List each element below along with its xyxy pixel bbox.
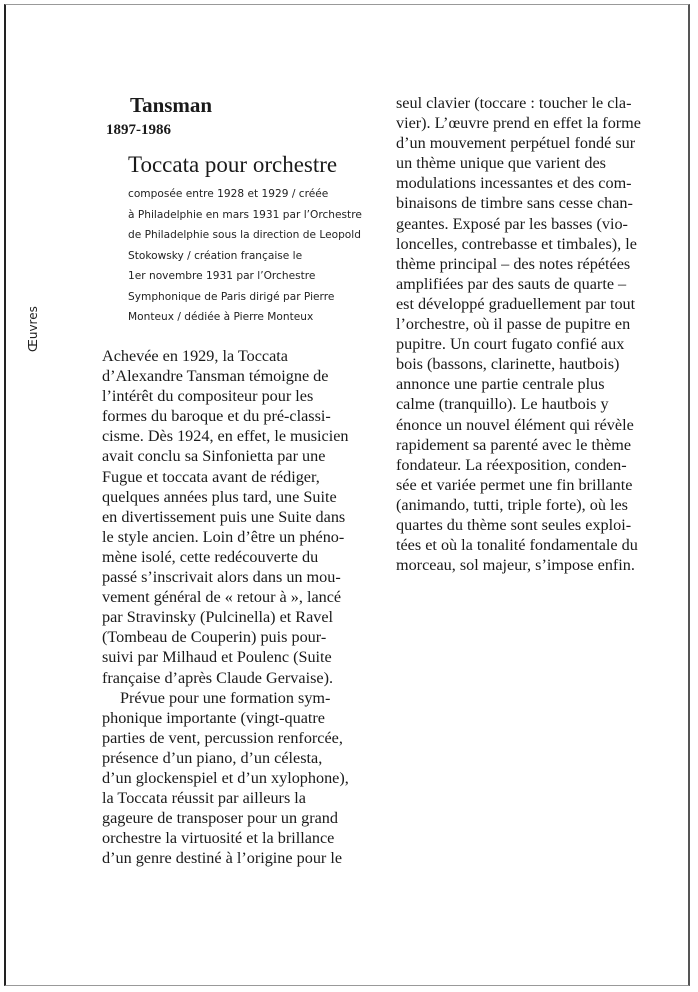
text-line: le style ancien. Loin d’être un phéno-	[102, 527, 345, 546]
text-line: Fugue et toccata avant de rédiger,	[102, 467, 320, 486]
credit-line: Monteux / dédiée à Pierre Monteux	[128, 311, 314, 323]
text-line: quartes du thème sont seules exploi-	[396, 515, 632, 534]
text-line: présence d’un piano, d’un célesta,	[102, 748, 323, 767]
text-line: avait conclu sa Sinfonietta par une	[102, 447, 326, 466]
text-line: en divertissement puis une Suite dans	[102, 507, 346, 526]
text-line: geantes. Exposé par les basses (vio-	[396, 214, 628, 233]
text-line: thème principal – des notes répétées	[396, 254, 631, 273]
text-line: d’un mouvement perpétuel fondé sur	[396, 134, 636, 153]
text-line: pupitre. Un court fugato confié aux	[396, 335, 625, 354]
text-line: d’un genre destiné à l’origine pour le	[102, 849, 343, 868]
text-line: vier). L’œuvre prend en effet la forme	[396, 114, 641, 133]
text-line: gageure de transposer pour un grand	[102, 809, 338, 828]
credit-line: composée entre 1928 et 1929 / créée	[128, 188, 329, 200]
credit-line: Symphonique de Paris dirigé par Pierre	[128, 290, 335, 303]
text-line: est développé graduellement par tout	[396, 294, 636, 313]
text-line: loncelles, contrebasse et timbales), le	[396, 234, 637, 253]
credit-line: Stokowsky / création française le	[128, 249, 303, 262]
text-line: l’intérêt du compositeur pour les	[102, 387, 314, 406]
text-line: modulations incessantes et des com-	[396, 174, 632, 193]
work-title: Toccata pour orchestre	[128, 152, 338, 177]
text-line: rapidement sa parenté avec le thème	[396, 435, 632, 454]
text-line: (animando, tutti, triple forte), où les	[396, 495, 628, 514]
text-line: phonique importante (vingt-quatre	[102, 708, 325, 727]
text-line: seul clavier (toccare : toucher le cla-	[396, 94, 632, 112]
credit-line: à Philadelphie en mars 1931 par l’Orchestre	[128, 208, 362, 221]
text-line: un thème unique que varient des	[396, 154, 606, 173]
text-line: l’orchestre, où il passe de pupitre en	[396, 315, 631, 334]
text-line: sée et variée permet une fin brillante	[396, 475, 633, 494]
text-line: française d’après Claude Gervaise).	[102, 668, 334, 687]
credit-line: 1er novembre 1931 par l’Orchestre	[128, 270, 316, 282]
body-text-left-column	[102, 346, 349, 868]
text-line: énonce un nouvel élément qui révèle	[396, 415, 634, 434]
section-label: Œuvres	[26, 306, 40, 352]
text-line: Achevée en 1929, la Toccata	[102, 347, 288, 365]
text-line: (Tombeau de Couperin) puis pour-	[102, 628, 327, 647]
text-line: mène isolé, cette redécouverte du	[102, 547, 319, 566]
work-credits	[128, 184, 374, 328]
composer-name: Tansman	[130, 93, 213, 117]
text-line: tées et où la tonalité fondamentale du	[396, 536, 638, 555]
text-line: la Toccata réussit par ailleurs la	[102, 789, 306, 808]
text-line: par Stravinsky (Pulcinella) et Ravel	[102, 608, 334, 627]
text-line: d’Alexandre Tansman témoigne de	[102, 367, 329, 386]
text-line: calme (tranquillo). Le hautbois y	[396, 395, 609, 414]
text-line: d’un glockenspiel et d’un xylophone),	[102, 768, 349, 787]
text-line: fondateur. La réexposition, conden-	[396, 455, 627, 474]
text-line: bois (bassons, clarinette, hautbois)	[396, 355, 620, 374]
text-line: orchestre la virtuosité et la brillance	[102, 829, 335, 848]
text-line: annonce une partie centrale plus	[396, 375, 605, 394]
composer-dates: 1897-1986	[106, 122, 171, 138]
text-line: binaisons de timbre sans cesse chan-	[396, 194, 633, 213]
body-text-right-column	[396, 93, 641, 575]
text-line: vement général de « retour à », lancé	[102, 588, 342, 607]
text-line: quelques années plus tard, une Suite	[102, 487, 337, 506]
text-line: amplifiées par des sauts de quarte –	[396, 274, 627, 293]
text-line: morceau, sol majeur, s’impose enfin.	[396, 556, 635, 575]
text-line: cisme. Dès 1924, en effet, le musicien	[102, 427, 349, 446]
text-line: Prévue pour une formation sym-	[120, 688, 331, 707]
credit-line: de Philadelphie sous la direction de Leopold	[128, 229, 361, 241]
text-line: parties de vent, percussion renforcée,	[102, 728, 343, 747]
text-line: formes du baroque et du pré-classi-	[102, 407, 331, 426]
text-line: passé s’inscrivait alors dans un mou-	[102, 568, 341, 587]
text-line: suivi par Milhaud et Poulenc (Suite	[102, 648, 332, 667]
